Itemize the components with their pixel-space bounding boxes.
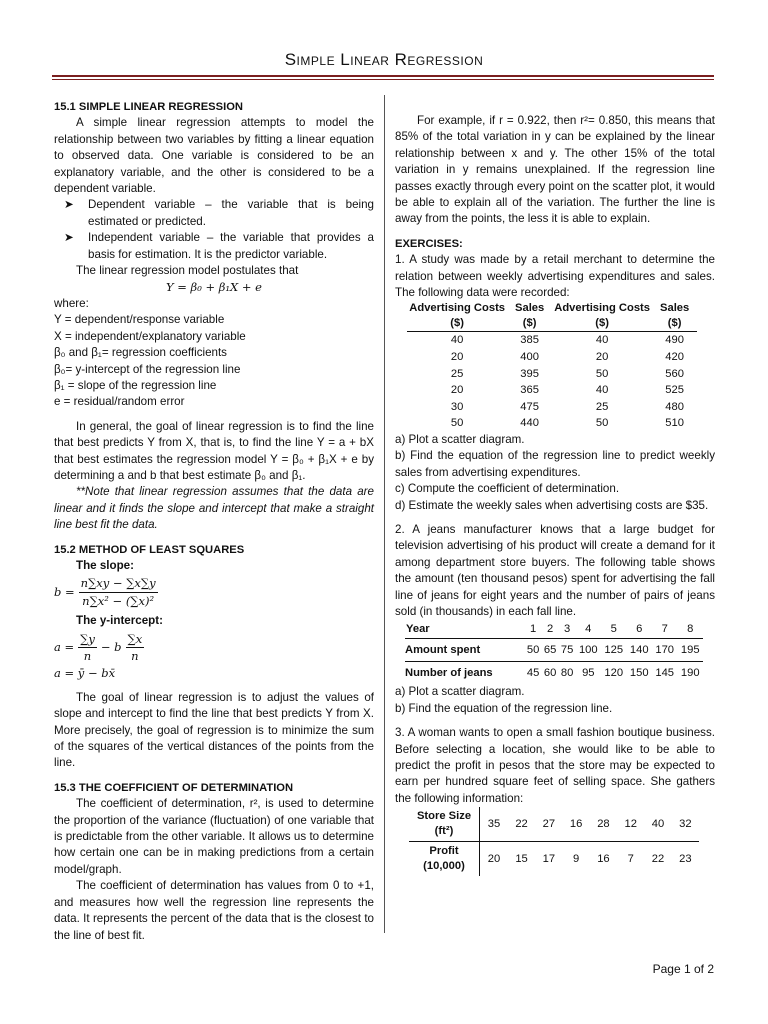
general-paragraph: In general, the goal of linear regression is to find the line that best predicts Y from X, that is, to find the line Y = a + bX that best estimates the regression model Y = β₀ + β₁X + e by determining a and b that best estimate β₀ and β₁. bbox=[54, 419, 374, 482]
table-cell: 150 bbox=[629, 666, 649, 679]
section-heading-15-3: 15.3 THE COEFFICIENT OF DETERMINATION bbox=[54, 781, 294, 794]
intercept-label: The y-intercept: bbox=[76, 614, 163, 628]
row-label: Store Size (ft²) bbox=[409, 807, 480, 842]
slope-fraction: $\frac{n\sum xy - \sum x\sum y}{\text{n∑x² − (∑x)²}}$ bbox=[80, 576, 156, 608]
header-rule-thin bbox=[52, 79, 714, 80]
exercise-3-text: 3. A woman wants to open a small fashion boutique business. Before selecting a location, she would like to be able to predict the profit in pesos that the store may be expected to earn per hundred square feet of selling space. She gathers the following information: bbox=[395, 726, 715, 805]
table-cell: 16 bbox=[597, 852, 610, 865]
table-cell: 50 bbox=[595, 417, 609, 430]
arrow-bullet-icon: ➤ bbox=[64, 231, 74, 245]
table-cell: 140 bbox=[627, 638, 652, 661]
model-text: The linear regression model postulates that bbox=[76, 264, 299, 278]
table-header: Advertising Costs ($) bbox=[552, 301, 652, 332]
table-cell: 440 bbox=[520, 417, 539, 430]
exercise-1-question: b) Find the equation of the regression line to predict weekly sales from advertising expenditures. bbox=[395, 449, 715, 479]
table-cell: 20 bbox=[450, 384, 464, 397]
table-cell: 27 bbox=[535, 807, 562, 842]
table-cell: 75 bbox=[559, 638, 576, 661]
table-cell: 22 bbox=[651, 852, 665, 865]
table-cell: 50 bbox=[595, 367, 609, 380]
table-row bbox=[407, 415, 697, 432]
table-cell: 25 bbox=[595, 400, 609, 413]
table-cell: 145 bbox=[655, 666, 675, 679]
definition: β₀= y-intercept of the regression line bbox=[54, 362, 241, 376]
coefficient-values-paragraph: The coefficient of determination has values from 0 to +1, and measures how well the regression line represents the data. It represents the percent of the data that is the closest to the line of best fit. bbox=[54, 879, 374, 942]
table-cell: 25 bbox=[450, 367, 464, 380]
table-cell: 12 bbox=[617, 807, 644, 842]
table-cell: 6 bbox=[627, 621, 652, 639]
example-paragraph: For example, if r = 0.922, then r²= 0.850, this means that 85% of the total variation in y can be explained by the linear relationship between x and y. The other 15% of the total variation in y remains unexplained. If the regression line passes exactly through every point on the scatter plot, it would be able to explain all of the variation. The further the line is away from the points, the less it is able to explain. bbox=[395, 114, 715, 226]
definition: β₁ = slope of the regression line bbox=[54, 378, 217, 392]
table-cell: 40 bbox=[644, 807, 671, 842]
table-cell: 65 bbox=[542, 638, 559, 661]
table-cell: 32 bbox=[672, 807, 699, 842]
table-cell: 50 bbox=[525, 638, 542, 661]
where-label: where: bbox=[54, 296, 89, 310]
table-cell: 95 bbox=[582, 666, 595, 679]
left-column bbox=[54, 99, 374, 944]
table-cell: 195 bbox=[677, 638, 703, 661]
table-header: Advertising Costs ($) bbox=[407, 301, 507, 332]
exercise-3-table bbox=[409, 807, 699, 876]
table-cell: 170 bbox=[652, 638, 677, 661]
table-cell: 22 bbox=[508, 807, 535, 842]
definition: β₀ and β₁= regression coefficients bbox=[54, 346, 227, 360]
section-heading-15-2: 15.2 METHOD OF LEAST SQUARES bbox=[54, 543, 245, 556]
table-cell: 480 bbox=[665, 400, 684, 413]
table-row bbox=[407, 366, 697, 383]
definition: Y = dependent/response variable bbox=[54, 313, 225, 327]
slope-label: The slope: bbox=[76, 558, 134, 572]
goal-paragraph: The goal of linear regression is to adjust the values of slope and intercept to find the line that best predicts Y from X. More precisely, the goal of regression is to minimize the sum of the squares of the vertical distances of the points from the line. bbox=[54, 690, 374, 770]
intercept-alt-formula: a = ȳ − bx̄ bbox=[54, 666, 116, 681]
table-row bbox=[407, 399, 697, 416]
bullet-dependent: ➤ Dependent variable – the variable that is being estimated or predicted. bbox=[64, 197, 374, 230]
table-cell: 8 bbox=[677, 621, 703, 639]
table-row bbox=[407, 382, 697, 399]
exercise-2-question: a) Plot a scatter diagram. bbox=[395, 685, 525, 699]
table-cell: 490 bbox=[665, 334, 684, 347]
exercise-1-table bbox=[407, 301, 697, 432]
table-cell: 400 bbox=[520, 351, 539, 364]
table-cell: 2 bbox=[542, 621, 559, 639]
exercise-2-question: b) Find the equation of the regression line. bbox=[395, 701, 613, 715]
arrow-bullet-icon: ➤ bbox=[64, 198, 74, 212]
table-cell: 20 bbox=[595, 351, 609, 364]
table-row bbox=[407, 332, 697, 349]
table-cell: 1 bbox=[525, 621, 542, 639]
table-row bbox=[407, 349, 697, 366]
section-heading-15-1: 15.1 SIMPLE LINEAR REGRESSION bbox=[54, 101, 243, 113]
table-header: Year bbox=[405, 621, 525, 639]
note-paragraph: **Note that linear regression assumes that the data are linear and it finds the slope and intercept that make a straight line best fit the data. bbox=[54, 485, 374, 532]
table-cell: 3 bbox=[559, 621, 576, 639]
table-cell: 28 bbox=[590, 807, 617, 842]
header-rule bbox=[52, 75, 714, 77]
table-cell: 560 bbox=[665, 367, 684, 380]
table-cell: 525 bbox=[665, 384, 684, 397]
exercise-1-question: a) Plot a scatter diagram. bbox=[395, 433, 525, 447]
table-cell: 30 bbox=[450, 400, 464, 413]
row-label: Profit (10,000) bbox=[409, 842, 480, 877]
table-cell: 80 bbox=[560, 666, 574, 679]
table-cell: 40 bbox=[595, 334, 609, 347]
table-cell: 17 bbox=[542, 852, 556, 865]
table-cell: 420 bbox=[665, 351, 684, 364]
table-header: Sales ($) bbox=[652, 301, 697, 332]
table-cell: 35 bbox=[480, 807, 508, 842]
table-cell: 15 bbox=[515, 852, 528, 865]
definition: e = residual/random error bbox=[54, 395, 185, 409]
table-cell: 60 bbox=[543, 666, 557, 679]
table-cell: 190 bbox=[680, 666, 700, 679]
model-equation: Y = β₀ + β₁X + e bbox=[166, 280, 262, 295]
bullet-independent: ➤ Independent variable – the variable that provides a basis for estimation. It is the predictor variable. bbox=[64, 230, 374, 263]
exercise-2-text: 2. A jeans manufacturer knows that a large budget for television advertising of his product will create a demand for it among department store buyers. The following table shows the amount (ten thousand pesos) spent for advertising the fall line of jeans for eight years and the number of pairs of jeans sold (in thousands) in each fall line. bbox=[395, 523, 715, 619]
exercise-1-question: c) Compute the coefficient of determination. bbox=[395, 482, 620, 496]
table-cell: 395 bbox=[520, 367, 539, 380]
row-label: Number of jeans bbox=[405, 667, 493, 680]
table-cell: 40 bbox=[450, 334, 464, 347]
page-number: Page 1 of 2 bbox=[652, 962, 714, 976]
coefficient-paragraph: The coefficient of determination, r², is used to determine the proportion of the variance (fluctuation) of one variable that is predictable from the other variable. It allows us to determine how certain one can be in making predictions from a certain model/graph. bbox=[54, 797, 374, 876]
column-divider bbox=[384, 95, 385, 933]
table-cell: 125 bbox=[601, 638, 626, 661]
exercise-1-text: 1. A study was made by a retail merchant to determine the relation between weekly advertising expenditures and sales. The following data were recorded: bbox=[395, 253, 715, 300]
table-cell: 7 bbox=[652, 621, 677, 639]
exercise-1-question: d) Estimate the weekly sales when advertising costs are $35. bbox=[395, 498, 709, 512]
table-cell: 5 bbox=[601, 621, 626, 639]
table-cell: 23 bbox=[679, 852, 692, 865]
table-cell: 45 bbox=[526, 666, 540, 679]
exercises-heading: EXERCISES: bbox=[395, 237, 463, 250]
table-cell: 4 bbox=[576, 621, 601, 639]
table-cell: 9 bbox=[573, 852, 580, 865]
exercise-2-table bbox=[405, 621, 703, 685]
slope-formula: b = $\frac{n\sum xy - \sum x\sum y}{\text{n∑x² − (∑x)²}}$ bbox=[54, 576, 156, 608]
table-cell: 7 bbox=[627, 852, 634, 865]
table-cell: 40 bbox=[595, 384, 609, 397]
right-column bbox=[395, 113, 715, 876]
table-cell: 20 bbox=[450, 351, 464, 364]
table-cell: 20 bbox=[487, 852, 501, 865]
definition: X = independent/explanatory variable bbox=[54, 329, 246, 343]
table-cell: 50 bbox=[450, 417, 464, 430]
table-cell: 510 bbox=[665, 417, 684, 430]
table-cell: 120 bbox=[604, 666, 624, 679]
table-header: Sales ($) bbox=[507, 301, 552, 332]
table-cell: 365 bbox=[520, 384, 539, 397]
page-title: Simple Linear Regression bbox=[284, 50, 484, 69]
table-cell: 100 bbox=[576, 638, 601, 661]
row-label: Amount spent bbox=[405, 638, 525, 661]
table-cell: 475 bbox=[520, 400, 539, 413]
table-cell: 385 bbox=[520, 334, 539, 347]
intro-paragraph: A simple linear regression attempts to model the relationship between two variables by fitting a linear equation to observed data. One variable is considered to be an explanatory variable, and the other is considered to be a dependent variable. bbox=[54, 116, 374, 196]
intercept-formula: a = $\frac{\sum y}{n}$ − b $\frac{\sum x}{n}$ bbox=[54, 631, 143, 663]
table-cell: 16 bbox=[562, 807, 589, 842]
